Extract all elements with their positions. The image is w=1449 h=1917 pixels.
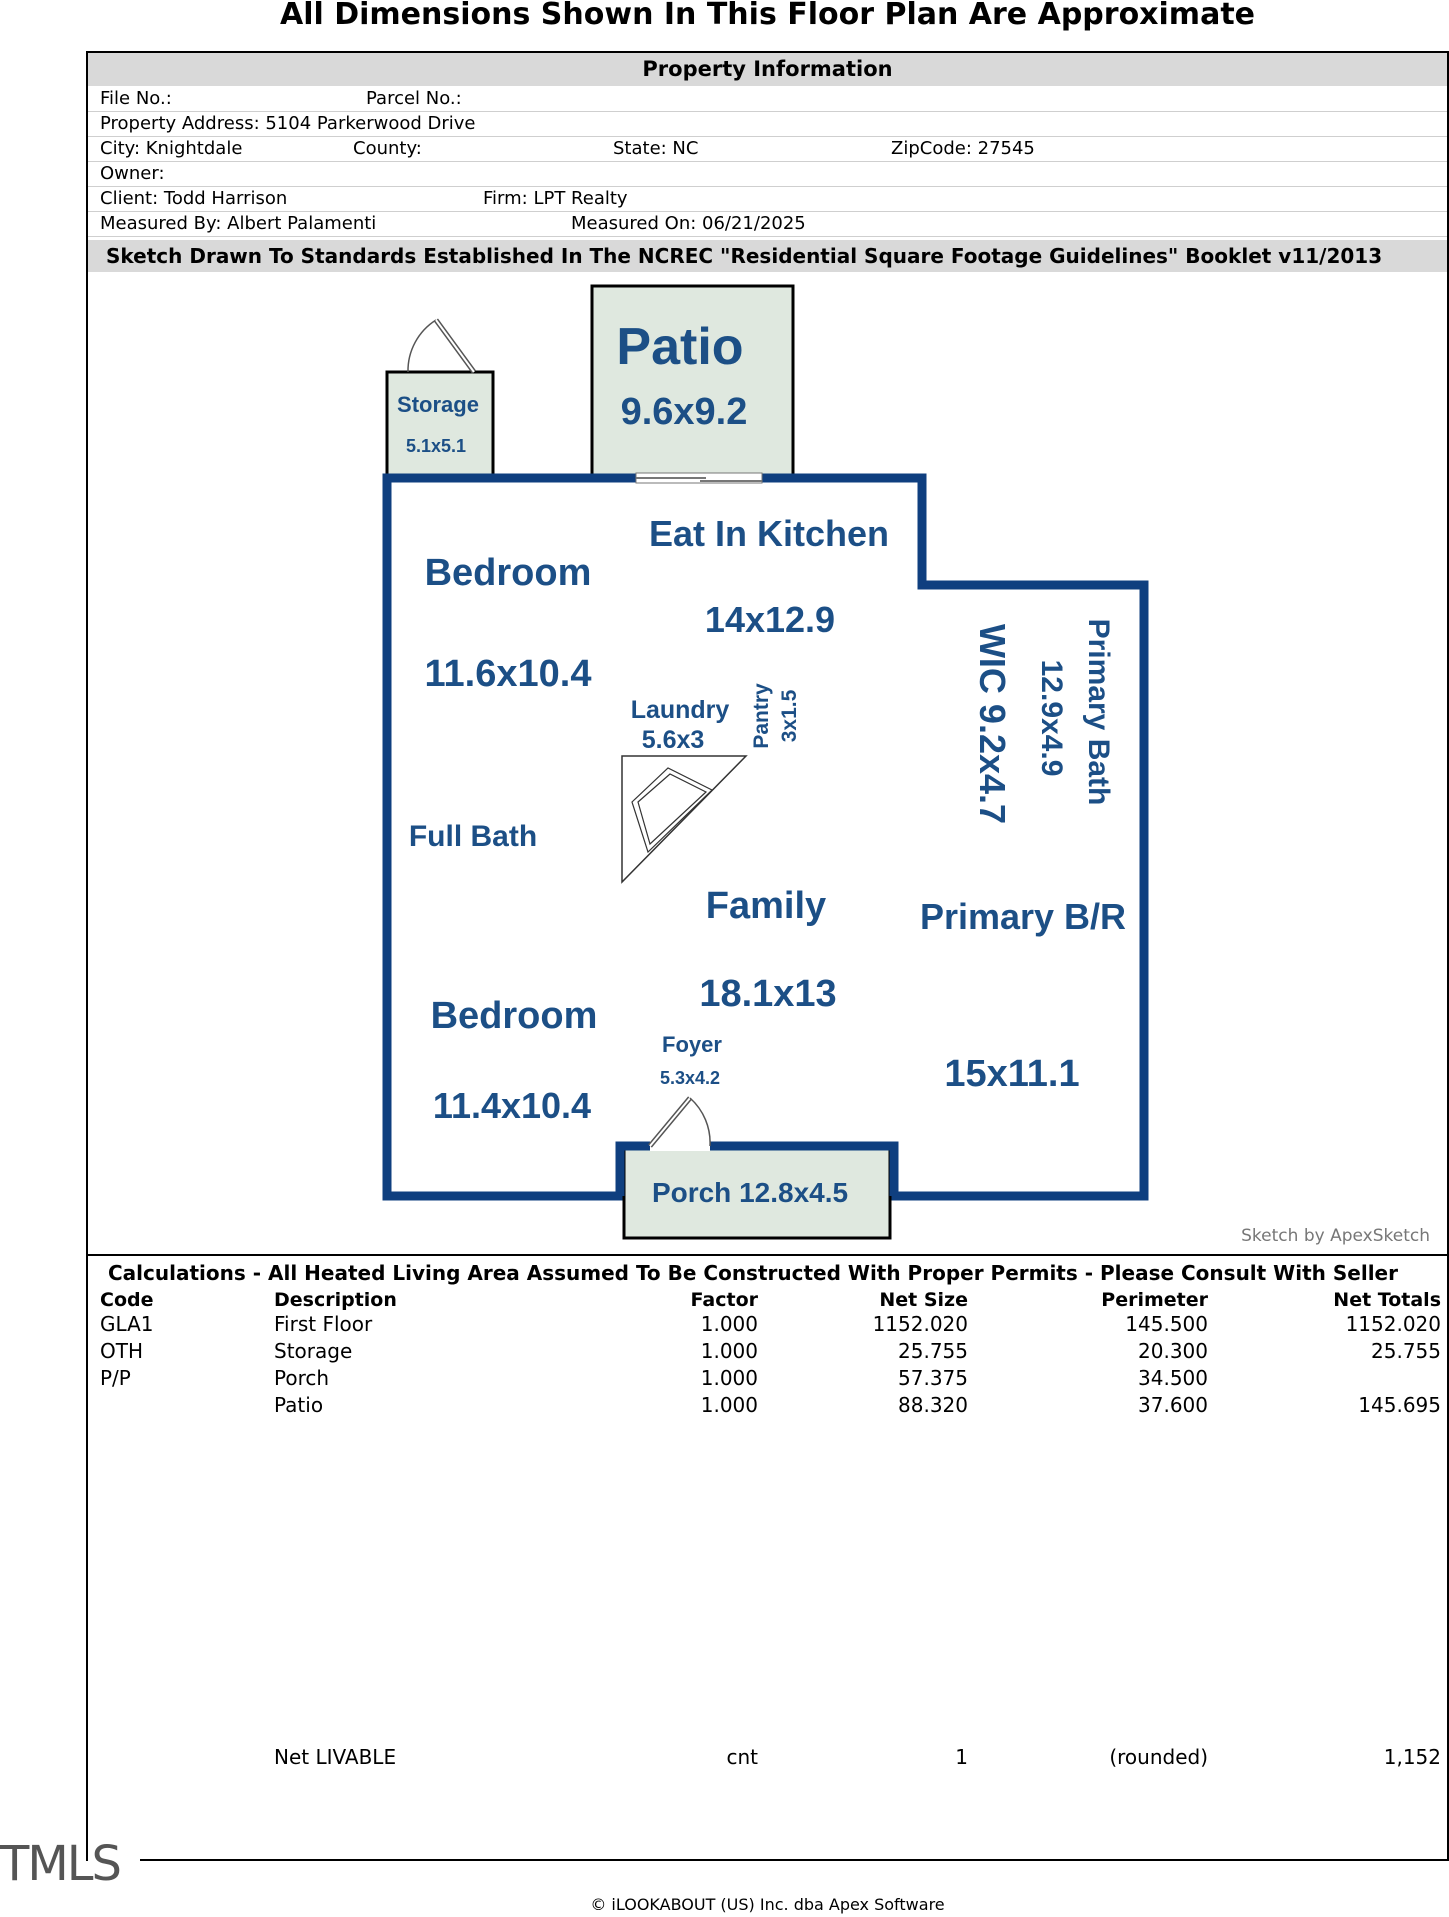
calc-row — [88, 1338, 1447, 1365]
row-net-total: 25.755 — [1371, 1339, 1441, 1363]
zip-code: ZipCode: 27545 — [891, 138, 1035, 159]
col-net-totals: Net Totals — [1333, 1289, 1441, 1311]
col-code: Code — [100, 1289, 154, 1311]
primary-br-size: 15x11.1 — [944, 1053, 1080, 1095]
city: City: Knightdale — [100, 138, 243, 159]
foyer-name: Foyer — [662, 1032, 722, 1057]
laundry-name: Laundry — [630, 696, 730, 724]
full-bath-name: Full Bath — [408, 820, 538, 853]
row-net-size: 57.375 — [898, 1366, 968, 1390]
row-code: GLA1 — [100, 1312, 154, 1336]
firm: Firm: LPT Realty — [483, 188, 628, 209]
family-name: Family — [705, 885, 827, 927]
measured-on: Measured On: 06/21/2025 — [571, 213, 806, 234]
property-info-heading: Property Information — [88, 53, 1447, 86]
row-description: Porch — [274, 1366, 330, 1390]
copyright-footer: © iLOOKABOUT (US) Inc. dba Apex Software — [590, 1895, 945, 1914]
wic-label: WIC 9.2x4.7 — [972, 623, 1013, 825]
storage-name: Storage — [397, 392, 479, 417]
net-livable-label: Net LIVABLE — [274, 1745, 397, 1769]
parcel-no: Parcel No.: — [366, 88, 462, 109]
col-description: Description — [274, 1289, 397, 1311]
primary-bath-name: Primary Bath — [1082, 618, 1115, 806]
col-factor: Factor — [690, 1289, 758, 1311]
tmls-watermark: TMLS — [0, 1836, 120, 1892]
measured-by: Measured By: Albert Palamenti — [100, 213, 377, 234]
standards-note: Sketch Drawn To Standards Established In The NCREC "Residential Square Footage Guidelines" Booklet v11/2013 — [88, 240, 1447, 272]
property-address: Property Address: 5104 Parkerwood Drive — [100, 113, 476, 134]
storage-outline — [387, 372, 493, 478]
calc-column-headers — [88, 1288, 1447, 1312]
storage-size: 5.1x5.1 — [405, 436, 467, 456]
row-factor: 1.000 — [700, 1366, 758, 1390]
kitchen-name: Eat In Kitchen — [648, 513, 890, 554]
pantry-size: 3x1.5 — [778, 689, 801, 743]
net-livable-total: 1,152 — [1383, 1745, 1441, 1769]
foyer-size: 5.3x4.2 — [659, 1068, 721, 1088]
row-factor: 1.000 — [700, 1339, 758, 1363]
bedroom-1-name: Bedroom — [424, 552, 592, 594]
row-net-size: 25.755 — [898, 1339, 968, 1363]
patio-name: Patio — [616, 318, 744, 376]
primary-br-name: Primary B/R — [919, 896, 1127, 937]
storage-door-icon — [408, 320, 436, 372]
sketch-credit: Sketch by ApexSketch — [1241, 1226, 1430, 1246]
family-size: 18.1x13 — [699, 973, 837, 1015]
row-perimeter: 145.500 — [1125, 1312, 1208, 1336]
col-net-size: Net Size — [879, 1289, 968, 1311]
net-livable-row — [88, 1744, 1447, 1771]
col-perimeter: Perimeter — [1101, 1289, 1208, 1311]
row-description: Patio — [274, 1393, 324, 1417]
row-perimeter: 34.500 — [1138, 1366, 1208, 1390]
row-perimeter: 20.300 — [1138, 1339, 1208, 1363]
calc-divider — [88, 1254, 1447, 1256]
laundry-size: 5.6x3 — [641, 726, 705, 754]
patio-outline — [592, 286, 793, 476]
primary-bath-size: 12.9x4.9 — [1035, 659, 1068, 777]
row-net-size: 1152.020 — [872, 1312, 968, 1336]
kitchen-size: 14x12.9 — [704, 599, 836, 640]
row-perimeter: 37.600 — [1138, 1393, 1208, 1417]
row-factor: 1.000 — [700, 1312, 758, 1336]
row-net-total: 145.695 — [1358, 1393, 1441, 1417]
net-livable-factor: cnt — [726, 1745, 758, 1769]
bedroom-1-size: 11.6x10.4 — [424, 653, 592, 695]
calc-row — [88, 1365, 1447, 1392]
calc-row — [88, 1311, 1447, 1338]
pantry-name: Pantry — [750, 683, 773, 749]
bedroom-2-name: Bedroom — [430, 995, 598, 1037]
county: County: — [353, 138, 422, 159]
bottom-rule — [140, 1859, 1449, 1861]
row-code: OTH — [100, 1339, 143, 1363]
front-door-opening — [650, 1141, 710, 1151]
page-title: All Dimensions Shown In This Floor Plan Are Approximate — [280, 0, 1255, 32]
bedroom-2-size: 11.4x10.4 — [432, 1085, 592, 1126]
row-net-size: 88.320 — [898, 1393, 968, 1417]
row-description: Storage — [274, 1339, 353, 1363]
file-no: File No.: — [100, 88, 172, 109]
row-net-total: 1152.020 — [1345, 1312, 1441, 1336]
row-code: P/P — [100, 1366, 131, 1390]
storage-door-leaf-inner — [436, 320, 474, 372]
calc-row — [88, 1392, 1447, 1419]
client: Client: Todd Harrison — [100, 188, 288, 209]
state: State: NC — [613, 138, 699, 159]
patio-size: 9.6x9.2 — [620, 391, 748, 433]
row-factor: 1.000 — [700, 1393, 758, 1417]
net-livable-rounded: (rounded) — [1109, 1745, 1208, 1769]
owner: Owner: — [100, 163, 165, 184]
net-livable-count: 1 — [955, 1745, 968, 1769]
row-description: First Floor — [274, 1312, 373, 1336]
porch-label: Porch 12.8x4.5 — [651, 1177, 849, 1208]
calculations-heading: Calculations - All Heated Living Area Assumed To Be Constructed With Proper Permits - Please Consult With Seller — [88, 1258, 1447, 1288]
